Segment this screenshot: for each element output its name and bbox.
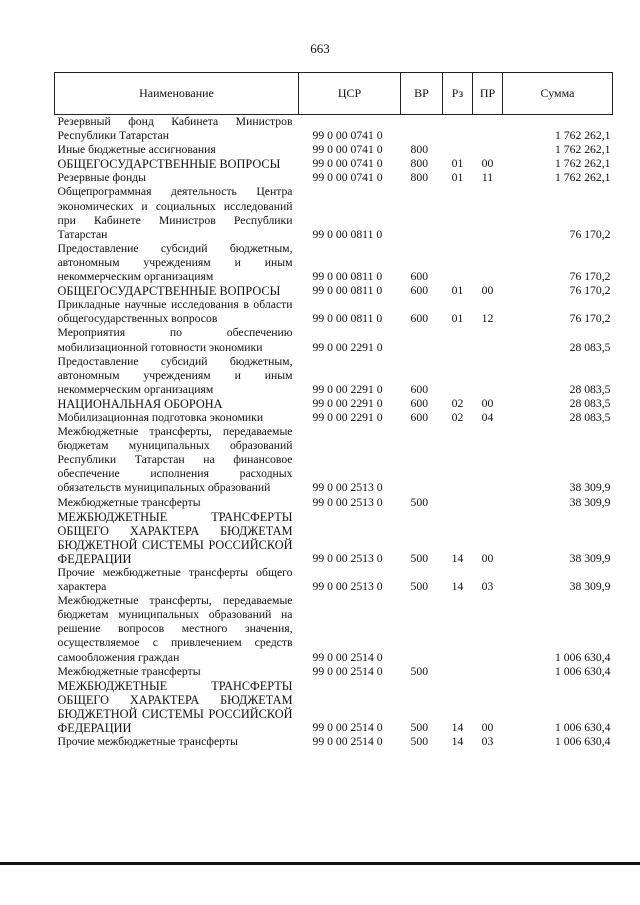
cell-rz: [443, 594, 473, 664]
cell-csr: 99 0 00 2291 0: [312, 382, 383, 396]
cell-name: Предоставление субсидий бюджетным, автономным учреждениям и иным некоммерческим организациям: [57, 241, 293, 284]
table-row: [55, 594, 613, 664]
cell-pr: 00: [481, 396, 494, 410]
cell-rz: 14: [451, 735, 464, 749]
cell-name: МЕЖБЮДЖЕТНЫЕ ТРАНСФЕРТЫ ОБЩЕГО ХАРАКТЕРА БЮДЖЕТАМ БЮДЖЕТНОЙ СИСТЕМЫ РОССИЙСКОЙ ФЕДЕРАЦИИ: [57, 509, 293, 566]
cell-name: Резервные фонды: [57, 171, 147, 185]
header-pr: ПР: [473, 73, 503, 115]
cell-rz: [443, 326, 473, 354]
table-row: [55, 298, 613, 326]
cell-csr: 99 0 00 2514 0: [312, 721, 383, 735]
cell-vr: 500: [410, 580, 429, 594]
cell-vr: 600: [410, 396, 429, 410]
cell-csr: 99 0 00 2291 0: [312, 410, 383, 424]
cell-sum: 1 762 262,1: [554, 143, 611, 157]
cell-name: ОБЩЕГОСУДАРСТВЕННЫЕ ВОПРОСЫ: [57, 157, 281, 172]
cell-rz: 14: [451, 551, 464, 565]
cell-vr: 500: [410, 721, 429, 735]
cell-vr: 500: [410, 495, 429, 509]
cell-rz: 14: [451, 721, 464, 735]
cell-sum: 38 309,9: [569, 551, 611, 565]
cell-csr: 99 0 00 2513 0: [312, 481, 383, 495]
table-row: [55, 566, 613, 594]
cell-sum: 38 309,9: [569, 481, 611, 495]
cell-csr: 99 0 00 2514 0: [312, 664, 383, 678]
cell-pr: [473, 425, 503, 495]
cell-csr: 99 0 00 2514 0: [312, 650, 383, 664]
cell-sum: 76 170,2: [569, 270, 611, 284]
cell-csr: 99 0 00 2513 0: [312, 580, 383, 594]
table-row: [55, 284, 613, 298]
cell-pr: [473, 496, 503, 510]
cell-sum: 1 006 630,4: [554, 664, 611, 678]
cell-sum: 28 083,5: [569, 410, 611, 424]
cell-pr: 04: [481, 410, 494, 424]
table-row: [55, 397, 613, 411]
cell-pr: [473, 143, 503, 157]
cell-pr: 00: [481, 551, 494, 565]
header-sum: Сумма: [503, 73, 613, 115]
cell-sum: 1 006 630,4: [554, 735, 611, 749]
cell-name: Мероприятия по обеспечению мобилизационной готовности экономики: [57, 326, 293, 354]
table-row: [55, 510, 613, 566]
page-number: 663: [310, 41, 330, 56]
cell-vr: [401, 326, 443, 354]
cell-sum: 38 309,9: [569, 580, 611, 594]
cell-rz: 01: [451, 312, 464, 326]
cell-csr: 99 0 00 2291 0: [312, 396, 383, 410]
cell-rz: [443, 143, 473, 157]
cell-sum: 1 762 262,1: [554, 129, 611, 143]
cell-name: Межбюджетные трансферты, передаваемые бюджетам муниципальных образований Республики Татарстан на финансовое обеспечение исполнения расходных обязательств муниципальных образований: [57, 425, 293, 495]
cell-vr: 800: [410, 143, 429, 157]
cell-csr: 99 0 00 0741 0: [312, 171, 383, 185]
table-row: [55, 496, 613, 510]
header-rz: Рз: [443, 73, 473, 115]
table-row: [55, 679, 613, 735]
cell-pr: 12: [481, 312, 494, 326]
cell-rz: 01: [451, 284, 464, 298]
cell-csr: 99 0 00 0811 0: [312, 227, 383, 241]
cell-csr: 99 0 00 2513 0: [312, 551, 383, 565]
cell-sum: 1 762 262,1: [554, 157, 611, 171]
table-row: [55, 171, 613, 185]
cell-rz: [443, 425, 473, 495]
cell-sum: 1 006 630,4: [554, 650, 611, 664]
cell-vr: [401, 115, 443, 144]
cell-vr: 800: [410, 171, 429, 185]
header-name: Наименование: [55, 73, 299, 115]
cell-rz: 14: [451, 580, 464, 594]
cell-vr: 500: [410, 664, 429, 678]
cell-csr: 99 0 00 0811 0: [312, 312, 383, 326]
cell-rz: [443, 665, 473, 679]
cell-vr: [401, 425, 443, 495]
header-csr: ЦСР: [299, 73, 401, 115]
cell-csr: 99 0 00 0741 0: [312, 143, 383, 157]
cell-pr: [473, 355, 503, 397]
table-body: [55, 115, 613, 750]
cell-name: Предоставление субсидий бюджетным, автономным учреждениям и иным некоммерческим организациям: [57, 354, 293, 396]
cell-csr: 99 0 00 0811 0: [312, 284, 383, 298]
cell-name: Прочие межбюджетные трансферты общего характера: [57, 566, 293, 594]
cell-rz: 01: [451, 171, 464, 185]
cell-csr: 99 0 00 2513 0: [312, 495, 383, 509]
cell-name: МЕЖБЮДЖЕТНЫЕ ТРАНСФЕРТЫ ОБЩЕГО ХАРАКТЕРА БЮДЖЕТАМ БЮДЖЕТНОЙ СИСТЕМЫ РОССИЙСКОЙ ФЕДЕРАЦИИ: [57, 678, 293, 736]
cell-name: Межбюджетные трансферты: [57, 664, 201, 678]
cell-pr: [473, 665, 503, 679]
cell-csr: 99 0 00 0741 0: [312, 129, 383, 143]
cell-name: Межбюджетные трансферты: [57, 495, 201, 509]
cell-rz: [443, 496, 473, 510]
table-row: [55, 326, 613, 354]
cell-sum: 38 309,9: [569, 495, 611, 509]
cell-pr: 03: [481, 580, 494, 594]
cell-name: НАЦИОНАЛЬНАЯ ОБОРОНА: [57, 396, 223, 411]
cell-pr: 03: [481, 735, 494, 749]
cell-vr: 600: [410, 382, 429, 396]
table-row: [55, 242, 613, 284]
cell-sum: 76 170,2: [569, 284, 611, 298]
cell-vr: 500: [410, 551, 429, 565]
cell-rz: [443, 242, 473, 284]
cell-name: Прикладные научные исследования в области общегосударственных вопросов: [57, 298, 293, 326]
table-row: [55, 665, 613, 679]
cell-csr: 99 0 00 2514 0: [312, 735, 383, 749]
cell-vr: 600: [410, 312, 429, 326]
cell-sum: 76 170,2: [569, 227, 611, 241]
cell-csr: 99 0 00 0741 0: [312, 157, 383, 171]
cell-pr: [473, 242, 503, 284]
cell-pr: [473, 594, 503, 664]
cell-rz: 02: [451, 396, 464, 410]
cell-pr: 11: [481, 171, 494, 185]
cell-name: Резервный фонд Кабинета Министров Республики Татарстан: [57, 115, 293, 143]
cell-sum: 1 006 630,4: [554, 721, 611, 735]
cell-vr: 800: [410, 157, 429, 171]
cell-sum: 28 083,5: [569, 382, 611, 396]
table-row: [55, 185, 613, 241]
cell-csr: 99 0 00 0811 0: [312, 270, 383, 284]
cell-name: Общепрограммная деятельность Центра экономических и социальных исследований при Кабинете Министров Республики Татарстан: [57, 185, 293, 241]
cell-pr: 00: [481, 157, 494, 171]
cell-pr: 00: [481, 284, 494, 298]
cell-rz: [443, 185, 473, 241]
cell-vr: 600: [410, 410, 429, 424]
cell-sum: 1 762 262,1: [554, 171, 611, 185]
cell-pr: [473, 326, 503, 354]
table-row: [55, 143, 613, 157]
table-row: [55, 355, 613, 397]
cell-vr: 600: [410, 284, 429, 298]
table-header-row: [55, 73, 613, 115]
cell-pr: 00: [481, 721, 494, 735]
cell-rz: 01: [451, 157, 464, 171]
cell-rz: [443, 355, 473, 397]
cell-name: Межбюджетные трансферты, передаваемые бюджетам муниципальных образований на решение вопросов местного значения, осуществляемое с привлечением средств самообложения граждан: [57, 594, 293, 664]
cell-sum: 28 083,5: [569, 340, 611, 354]
table-row: [55, 735, 613, 749]
table-row: [55, 157, 613, 171]
cell-pr: [473, 185, 503, 241]
cell-name: Мобилизационная подготовка экономики: [57, 410, 264, 424]
cell-sum: 28 083,5: [569, 396, 611, 410]
cell-pr: [473, 115, 503, 144]
cell-vr: [401, 185, 443, 241]
header-vr: ВР: [401, 73, 443, 115]
table-row: [55, 425, 613, 495]
bottom-rule: [0, 862, 640, 865]
table-row: [55, 411, 613, 425]
table-row: [55, 115, 613, 144]
cell-vr: 600: [410, 270, 429, 284]
cell-sum: 76 170,2: [569, 312, 611, 326]
cell-rz: [443, 115, 473, 144]
cell-vr: 500: [410, 735, 429, 749]
budget-table: [54, 72, 613, 749]
cell-name: Иные бюджетные ассигнования: [57, 143, 216, 157]
cell-name: ОБЩЕГОСУДАРСТВЕННЫЕ ВОПРОСЫ: [57, 284, 281, 299]
cell-vr: [401, 594, 443, 664]
cell-csr: 99 0 00 2291 0: [312, 340, 383, 354]
cell-name: Прочие межбюджетные трансферты: [57, 735, 238, 749]
cell-rz: 02: [451, 410, 464, 424]
